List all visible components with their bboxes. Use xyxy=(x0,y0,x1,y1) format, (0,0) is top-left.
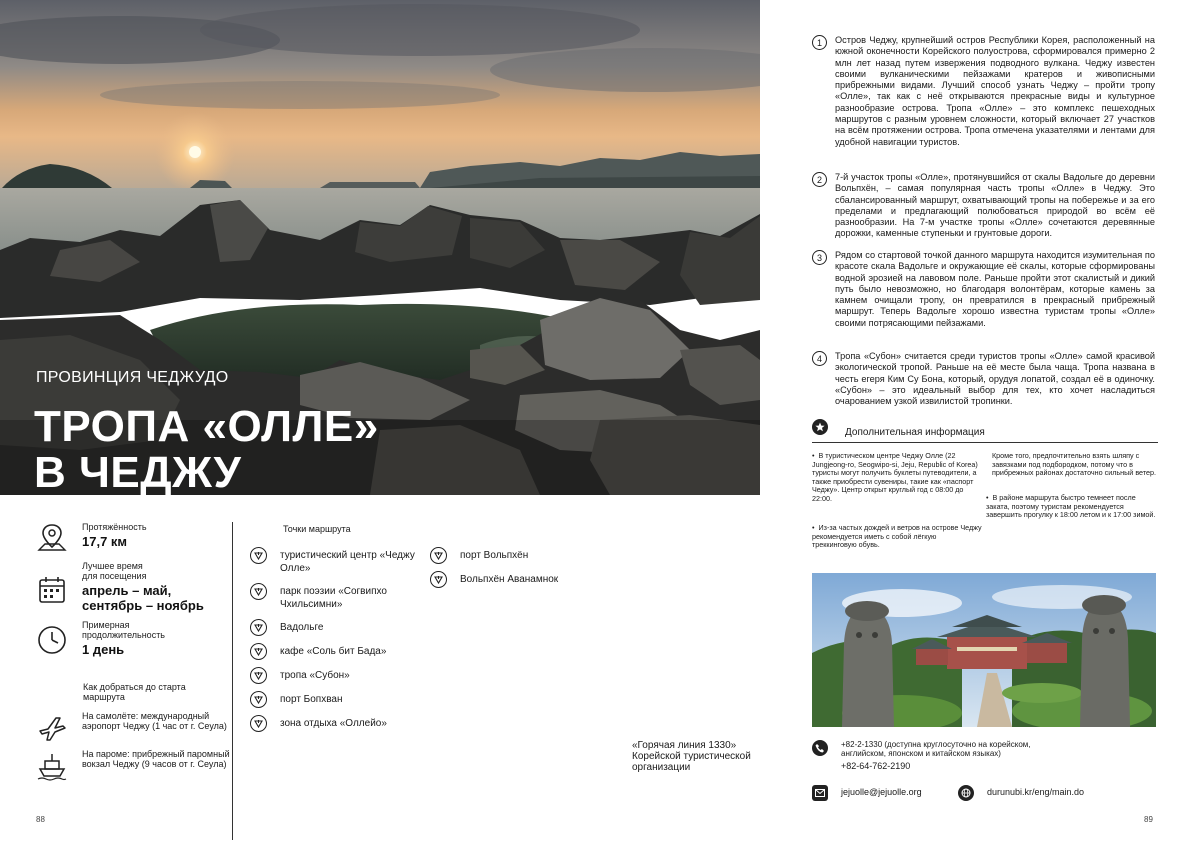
route-point-label: парк поэзии «Согвипхо Чхильсимни» xyxy=(280,586,387,610)
ship-icon xyxy=(36,749,68,781)
stat-duration xyxy=(36,620,172,657)
paragraph-number: 4 xyxy=(812,351,827,366)
paragraph-4 xyxy=(812,351,1156,407)
route-point xyxy=(250,549,415,575)
how-to-get-title: Как добраться до старта маршрута xyxy=(83,682,186,702)
info-item xyxy=(986,494,1156,520)
transport-ferry-text: На пароме: прибрежный паромный вокзал Чеджу (9 часов от г. Сеула) xyxy=(82,749,230,769)
stat-best-time xyxy=(36,561,232,613)
location-pin-icon xyxy=(430,571,447,588)
stat-length-value: 17,7 км xyxy=(82,534,128,549)
clock-icon xyxy=(36,624,68,656)
route-point-label: кафе «Соль бит Бада» xyxy=(280,646,387,657)
location-pin-icon xyxy=(250,643,267,660)
route-point xyxy=(250,717,415,732)
route-point xyxy=(250,621,415,636)
info-text: Из-за частых дождей и ветров на острове Чеджу рекомендуется иметь с собой лёгкую треккинговую обувь. xyxy=(812,523,982,550)
route-point-label: Вадольге xyxy=(280,622,324,633)
stat-length-label: Протяжённость xyxy=(82,522,147,532)
info-item xyxy=(992,452,1157,478)
info-item xyxy=(812,452,982,504)
page-number-left: 88 xyxy=(36,815,45,824)
paragraph-2 xyxy=(812,172,1156,240)
route-point xyxy=(250,645,415,660)
paragraph-number: 3 xyxy=(812,250,827,265)
transport-plane-text: На самолёте: международный аэропорт Чеджу (1 час от г. Сеула) xyxy=(82,711,227,731)
paragraph-1 xyxy=(812,35,1156,148)
route-point-label: порт Бопхван xyxy=(280,694,343,705)
stat-length xyxy=(36,522,222,554)
info-star-icon xyxy=(812,419,828,435)
route-point-label: зона отдыха «Оллейо» xyxy=(280,718,387,729)
photo-stone-statues-temple xyxy=(812,573,1156,727)
title-line-1: ТРОПА «ОЛЛЕ» xyxy=(34,402,379,451)
contact-email xyxy=(812,785,922,801)
phone-hotline-text: +82-2-1330 (доступна круглосуточно на корейском, английском, японском и китайском языках) xyxy=(841,740,1031,758)
location-pin-icon xyxy=(250,547,267,564)
province-label: ПРОВИНЦИЯ ЧЕДЖУДО xyxy=(36,369,229,386)
route-point xyxy=(250,669,415,684)
info-text: В туристическом центре Чеджу Олле (22 Jungjeong-ro, Seogwipo-si, Jeju, Republic of Korea) туристы могут получить буклеты путеводители, а также приобрести сувениры, такие как «паспорт Чеджу». Центр открыт круглый год с 08:00 до 22:00. xyxy=(812,451,978,503)
route-point-label: тропа «Субон» xyxy=(280,670,350,681)
route-point xyxy=(250,693,415,708)
airplane-icon xyxy=(36,711,68,743)
bullet-icon: • xyxy=(812,451,819,460)
info-item xyxy=(812,524,982,550)
contact-phone xyxy=(812,740,1071,771)
route-point-label: порт Вольпхён xyxy=(460,550,529,561)
globe-icon xyxy=(958,785,974,801)
page-number-right: 89 xyxy=(1144,815,1153,824)
paragraph-number: 1 xyxy=(812,35,827,50)
paragraph-number: 2 xyxy=(812,172,827,187)
route-point-label: Вольпхён Аванамнок xyxy=(460,574,559,585)
route-point xyxy=(430,549,595,564)
paragraph-text: 7-й участок тропы «Олле», протянувшийся от скалы Вадольге до деревни Вольпхён, – самая популярная часть тропы «Олле» в Чеджу. Это сбалансированный маршрут, охватывающий тропы на побережье и за его пределами и предлагающий полюбоваться природой во всём её разнообразии. На 7-м участке тропы «Олле» сочетаются деревянные дорожки, каменные ступеньки и грунтовые дороги. xyxy=(835,172,1155,239)
transport-ferry xyxy=(36,749,232,781)
location-pin-icon xyxy=(250,619,267,636)
phone-number: +82-64-762-2190 xyxy=(841,761,911,771)
contact-website xyxy=(958,785,1084,801)
info-text: Кроме того, предпочтительно взять шляпу с завязками под подбородком, потому что в прибрежных районах достаточно сильный ветер. xyxy=(992,451,1157,478)
paragraph-3 xyxy=(812,250,1156,329)
route-point xyxy=(250,585,415,611)
stat-duration-label: Примерная продолжительность xyxy=(82,620,165,640)
location-pin-icon xyxy=(430,547,447,564)
additional-info-title: Дополнительная информация xyxy=(845,427,985,438)
transport-plane xyxy=(36,711,232,743)
bullet-icon: • xyxy=(986,493,993,502)
paragraph-text: Рядом со стартовой точкой данного маршрута находится изумительная по красоте скала Вадольге и окружающие её скалы, которые сформированы водной эрозией на лавовом поле. Раньше пройти этот скалистый и дикий путь было невозможно, но благодаря волонтёрам, которые камень за камнем очищали тропу, он превратился в прекрасный прибрежный маршрут. Теперь Вадольге хорошо известна туристам тропы «Олле» своими потрясающими пейзажами. xyxy=(835,250,1155,328)
stat-best-time-label: Лучшее время для посещения xyxy=(82,561,147,581)
column-divider xyxy=(232,522,233,840)
location-pin-icon xyxy=(250,583,267,600)
paragraph-text: Остров Чеджу, крупнейший остров Республики Корея, расположенный на южной оконечности Корейского полуострова, сформировался примерно 2 млн лет назад путем извержения подводного вулкана. Чеджу известен своими вулканическими пейзажами кратеров и живописными прибрежными видами. Лучший способ узнать Чеджу – пройти тропу «Олле», так как с неё открываются прекрасные виды и культурное разнообразие острова. Тропа «Олле» – это комплекс пешеходных маршрутов с разным уровнем сложности, который включает 27 участков на всём протяжении острова. Тропа отмечена указателями и лентами для удобной навигации туристов. xyxy=(835,35,1155,147)
hotline-note: «Горячая линия 1330» Корейской туристической организации xyxy=(632,740,751,773)
map-pin-icon xyxy=(36,522,68,554)
page-title xyxy=(34,404,734,496)
additional-info-divider xyxy=(812,442,1158,443)
calendar-icon xyxy=(36,574,68,606)
location-pin-icon xyxy=(250,691,267,708)
bullet-icon: • xyxy=(812,523,819,532)
location-pin-icon xyxy=(250,667,267,684)
stat-best-time-value: апрель – май, сентябрь – ноябрь xyxy=(82,583,204,613)
email-icon xyxy=(812,785,828,801)
email-link[interactable]: jejuolle@jejuolle.org xyxy=(841,787,922,797)
route-points-title: Точки маршрута xyxy=(283,524,351,534)
route-point xyxy=(430,573,595,588)
location-pin-icon xyxy=(250,715,267,732)
stat-duration-value: 1 день xyxy=(82,642,125,657)
phone-icon xyxy=(812,740,828,756)
route-point-label: туристический центр «Чеджу Олле» xyxy=(280,550,415,574)
title-line-2: В ЧЕДЖУ xyxy=(34,448,242,497)
paragraph-text: Тропа «Субон» считается среди туристов тропы «Олле» самой красивой экологической тропой. Раньше на её месте была чаща. Тропа названа в честь егеря Ким Су Бона, который, орудуя лопатой, создал её в одиночку. «Субон» – это идеальный выбор для тех, кто хочет насладиться очарованием узкой извилистой тропинки. xyxy=(835,351,1155,407)
website-link[interactable]: durunubi.kr/eng/main.do xyxy=(987,787,1085,797)
info-text: В районе маршрута быстро темнеет после заката, поэтому туристам рекомендуется завершить прогулку к 18:00 летом и к 17:00 зимой. xyxy=(986,493,1156,520)
